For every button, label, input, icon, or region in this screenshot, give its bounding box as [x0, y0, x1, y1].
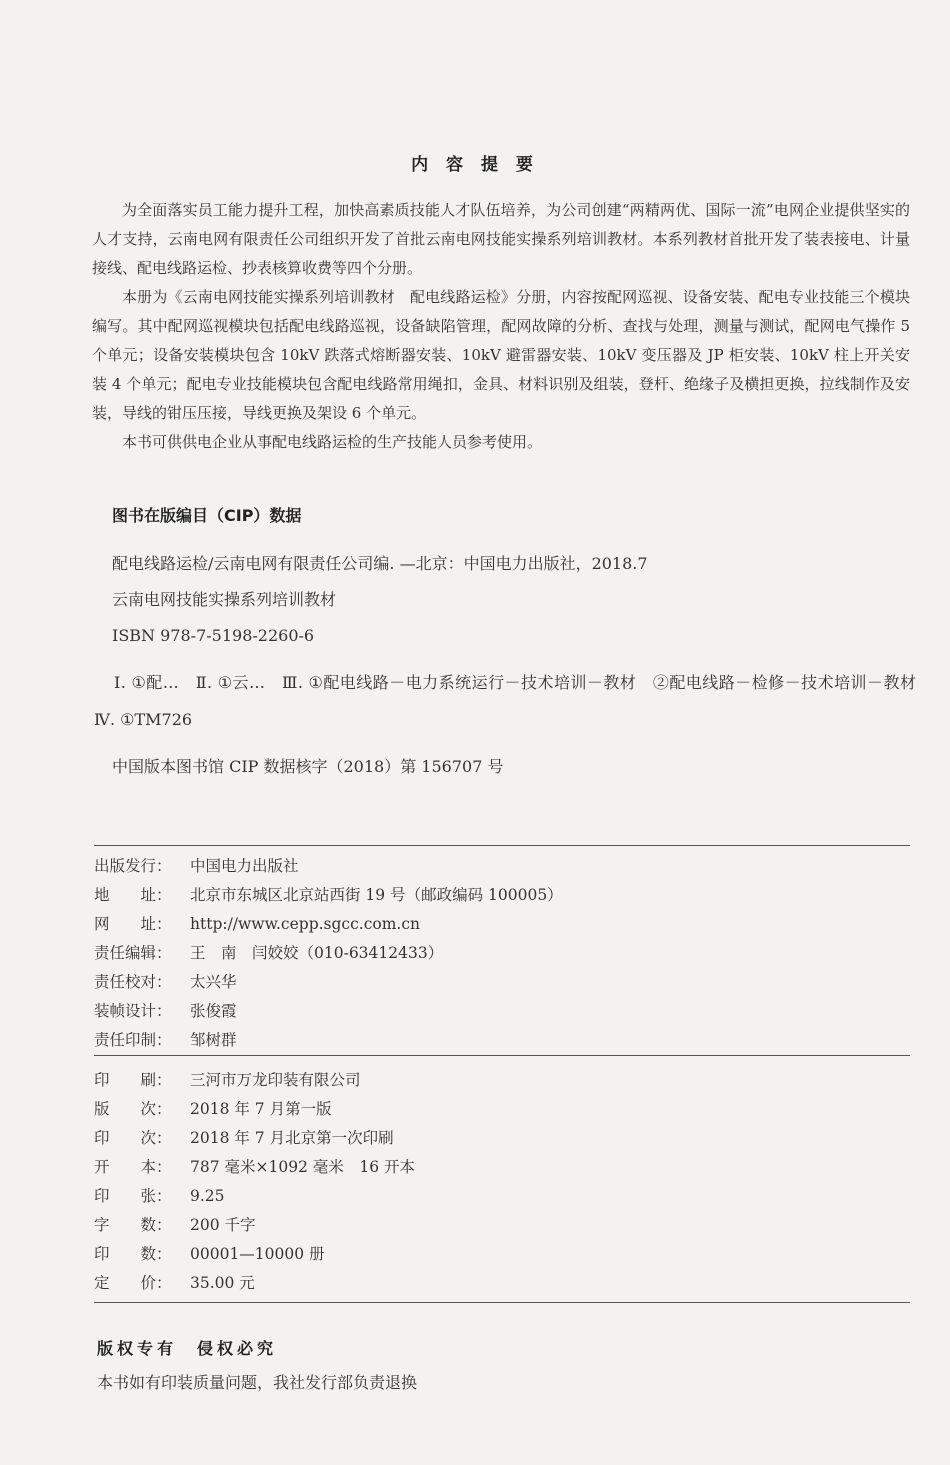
info-label: 责任校对： — [94, 973, 172, 991]
info-row — [94, 881, 563, 910]
info-label: 网 址： — [94, 915, 172, 933]
info-label: 字 数： — [94, 1216, 172, 1234]
copyright-note: 本书如有印装质量问题，我社发行部负责退换 — [97, 1373, 418, 1392]
info-row — [94, 1026, 563, 1055]
info-label: 印 数： — [94, 1245, 172, 1263]
info-row — [94, 1211, 415, 1240]
summary-body — [92, 196, 910, 457]
cip-heading: 图书在版编目（CIP）数据 — [112, 506, 302, 525]
info-label: 定 价： — [94, 1274, 172, 1292]
copyright-title: 版权专有 侵权必究 — [97, 1339, 278, 1358]
info-value: 王 南 闫姣姣（010-63412433） — [190, 944, 444, 962]
info-label: 装帧设计： — [94, 1002, 172, 1020]
info-row — [94, 852, 563, 881]
divider-bottom — [94, 1302, 910, 1303]
cip-approval-number: 中国版本图书馆 CIP 数据核字（2018）第 156707 号 — [112, 757, 504, 776]
summary-title: 内 容 提 要 — [411, 155, 539, 175]
info-row — [94, 1095, 415, 1124]
info-value: 787 毫米×1092 毫米 16 开本 — [190, 1158, 416, 1176]
info-label: 责任印制： — [94, 1031, 172, 1049]
info-value: 北京市东城区北京站西街 19 号（邮政编码 100005） — [190, 886, 563, 904]
info-row — [94, 1240, 415, 1269]
info-value: 00001—10000 册 — [190, 1245, 325, 1263]
print-info — [94, 1066, 415, 1298]
info-row — [94, 1066, 415, 1095]
summary-paragraph: 为全面落实员工能力提升工程，加快高素质技能人才队伍培养，为公司创建“两精两优、国际一流”电网企业提供坚实的人才支持，云南电网有限责任公司组织开发了首批云南电网技能实操系列培训教材。本系列教材首批开发了装表接电、计量接线、配电线路运检、抄表核算收费等四个分册。 — [92, 201, 910, 277]
divider-middle — [94, 1055, 910, 1056]
info-value: 200 千字 — [190, 1216, 256, 1234]
info-value: 太兴华 — [190, 973, 237, 991]
website-url[interactable]: http://www.cepp.sgcc.com.cn — [190, 915, 421, 933]
info-label: 地 址： — [94, 886, 172, 904]
info-row — [94, 939, 563, 968]
divider-top — [94, 845, 910, 846]
info-label: 责任编辑： — [94, 944, 172, 962]
info-label: 印 张： — [94, 1187, 172, 1205]
info-label: 版 次： — [94, 1100, 172, 1118]
cip-classification: Ⅰ. ①配… Ⅱ. ①云… Ⅲ. ①配电线路－电力系统运行－技术培训－教材 ②配电线路－检修－技术培训－教材 Ⅳ. ①TM726 — [94, 673, 933, 729]
info-value: 三河市万龙印装有限公司 — [190, 1071, 361, 1089]
info-label: 印 次： — [94, 1129, 172, 1147]
cip-record — [112, 548, 648, 656]
cip-line: ISBN 978-7-5198-2260-6 — [112, 626, 315, 645]
info-row — [94, 910, 563, 939]
summary-paragraph: 本册为《云南电网技能实操系列培训教材 配电线路运检》分册，内容按配网巡视、设备安装、配电专业技能三个模块编写。其中配网巡视模块包括配电线路巡视，设备缺陷管理，配网故障的分析、查找与处理，测量与测试，配网电气操作 5 个单元；设备安装模块包含 10kV 跌落式熔断器安装、10kV 避雷器安装、10kV 变压器及 JP 柜安装、10kV 柱上开关安装 4 个单元；配电专业技能模块包含配电线路常用绳扣，金具、材料识别及组装，登杆、绝缘子及横担更换，拉线制作及安装，导线的钳压压接，导线更换及架设 6 个单元。 — [92, 288, 910, 422]
info-label: 开 本： — [94, 1158, 172, 1176]
info-value: 中国电力出版社 — [190, 857, 299, 875]
info-value: 张俊霞 — [190, 1002, 237, 1020]
info-label: 印 刷： — [94, 1071, 172, 1089]
info-value: 9.25 — [190, 1187, 225, 1205]
info-row — [94, 1182, 415, 1211]
info-row — [94, 1269, 415, 1298]
summary-paragraph: 本书可供供电企业从事配电线路运检的生产技能人员参考使用。 — [122, 433, 543, 451]
info-value: 2018 年 7 月北京第一次印刷 — [190, 1129, 394, 1147]
info-row — [94, 1124, 415, 1153]
info-row — [94, 1153, 415, 1182]
price-value: 35.00 元 — [190, 1274, 255, 1292]
info-row — [94, 997, 563, 1026]
info-value: 邹树群 — [190, 1031, 237, 1049]
info-label: 出版发行： — [94, 857, 172, 875]
cip-line: 配电线路运检/云南电网有限责任公司编. —北京：中国电力出版社，2018.7 — [112, 554, 648, 573]
publisher-info — [94, 852, 563, 1055]
info-row — [94, 968, 563, 997]
info-value: 2018 年 7 月第一版 — [190, 1100, 332, 1118]
cip-line: 云南电网技能实操系列培训教材 — [112, 590, 337, 609]
